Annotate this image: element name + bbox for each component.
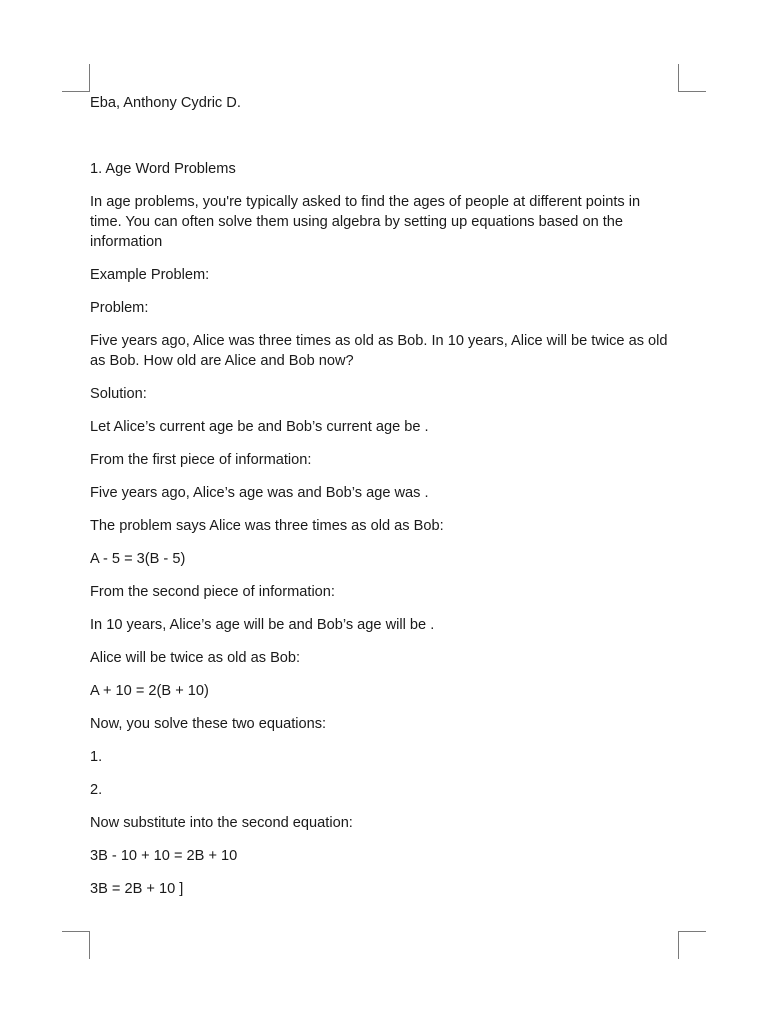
solution-line: Let Alice’s current age be and Bob’s current age be . [90, 419, 429, 435]
crop-mark-top-left-vertical [89, 64, 90, 91]
list-number: 2. [90, 782, 103, 798]
solution-line: Alice will be twice as old as Bob: [90, 650, 301, 666]
intro-paragraph: In age problems, you're typically asked to find the ages of people at different points in time. You can often solve them using algebra by setting up equations based on the information [90, 194, 641, 250]
section-heading: 1. Age Word Problems [90, 161, 236, 177]
list-number: 1. [90, 749, 103, 765]
problem-statement: Five years ago, Alice was three times as old as Bob. In 10 years, Alice will be twice as old as Bob. How old are Alice and Bob now? [90, 333, 668, 369]
solution-line: From the first piece of information: [90, 452, 312, 468]
crop-mark-bottom-right-horizontal [678, 931, 706, 932]
solution-label: Solution: [90, 386, 147, 402]
solution-line: In 10 years, Alice’s age will be and Bob’s age will be . [90, 617, 435, 633]
crop-mark-top-left-horizontal [62, 91, 90, 92]
equation-line: 3B - 10 + 10 = 2B + 10 [90, 848, 238, 864]
equation-line: A - 5 = 3(B - 5) [90, 551, 186, 567]
author-name: Eba, Anthony Cydric D. [90, 95, 241, 111]
crop-mark-bottom-left-vertical [89, 931, 90, 959]
document-body [90, 93, 670, 912]
solution-line: Now, you solve these two equations: [90, 716, 327, 732]
crop-mark-top-right-horizontal [678, 91, 706, 92]
equation-line: A + 10 = 2(B + 10) [90, 683, 209, 699]
example-label: Example Problem: [90, 267, 210, 283]
crop-mark-bottom-right-vertical [678, 931, 679, 959]
crop-mark-top-right-vertical [678, 64, 679, 91]
solution-line: The problem says Alice was three times as old as Bob: [90, 518, 444, 534]
solution-line: Now substitute into the second equation: [90, 815, 353, 831]
solution-line: Five years ago, Alice’s age was and Bob’s age was . [90, 485, 429, 501]
crop-mark-bottom-left-horizontal [62, 931, 90, 932]
equation-line: 3B = 2B + 10 ] [90, 881, 184, 897]
solution-line: From the second piece of information: [90, 584, 335, 600]
problem-label: Problem: [90, 300, 149, 316]
